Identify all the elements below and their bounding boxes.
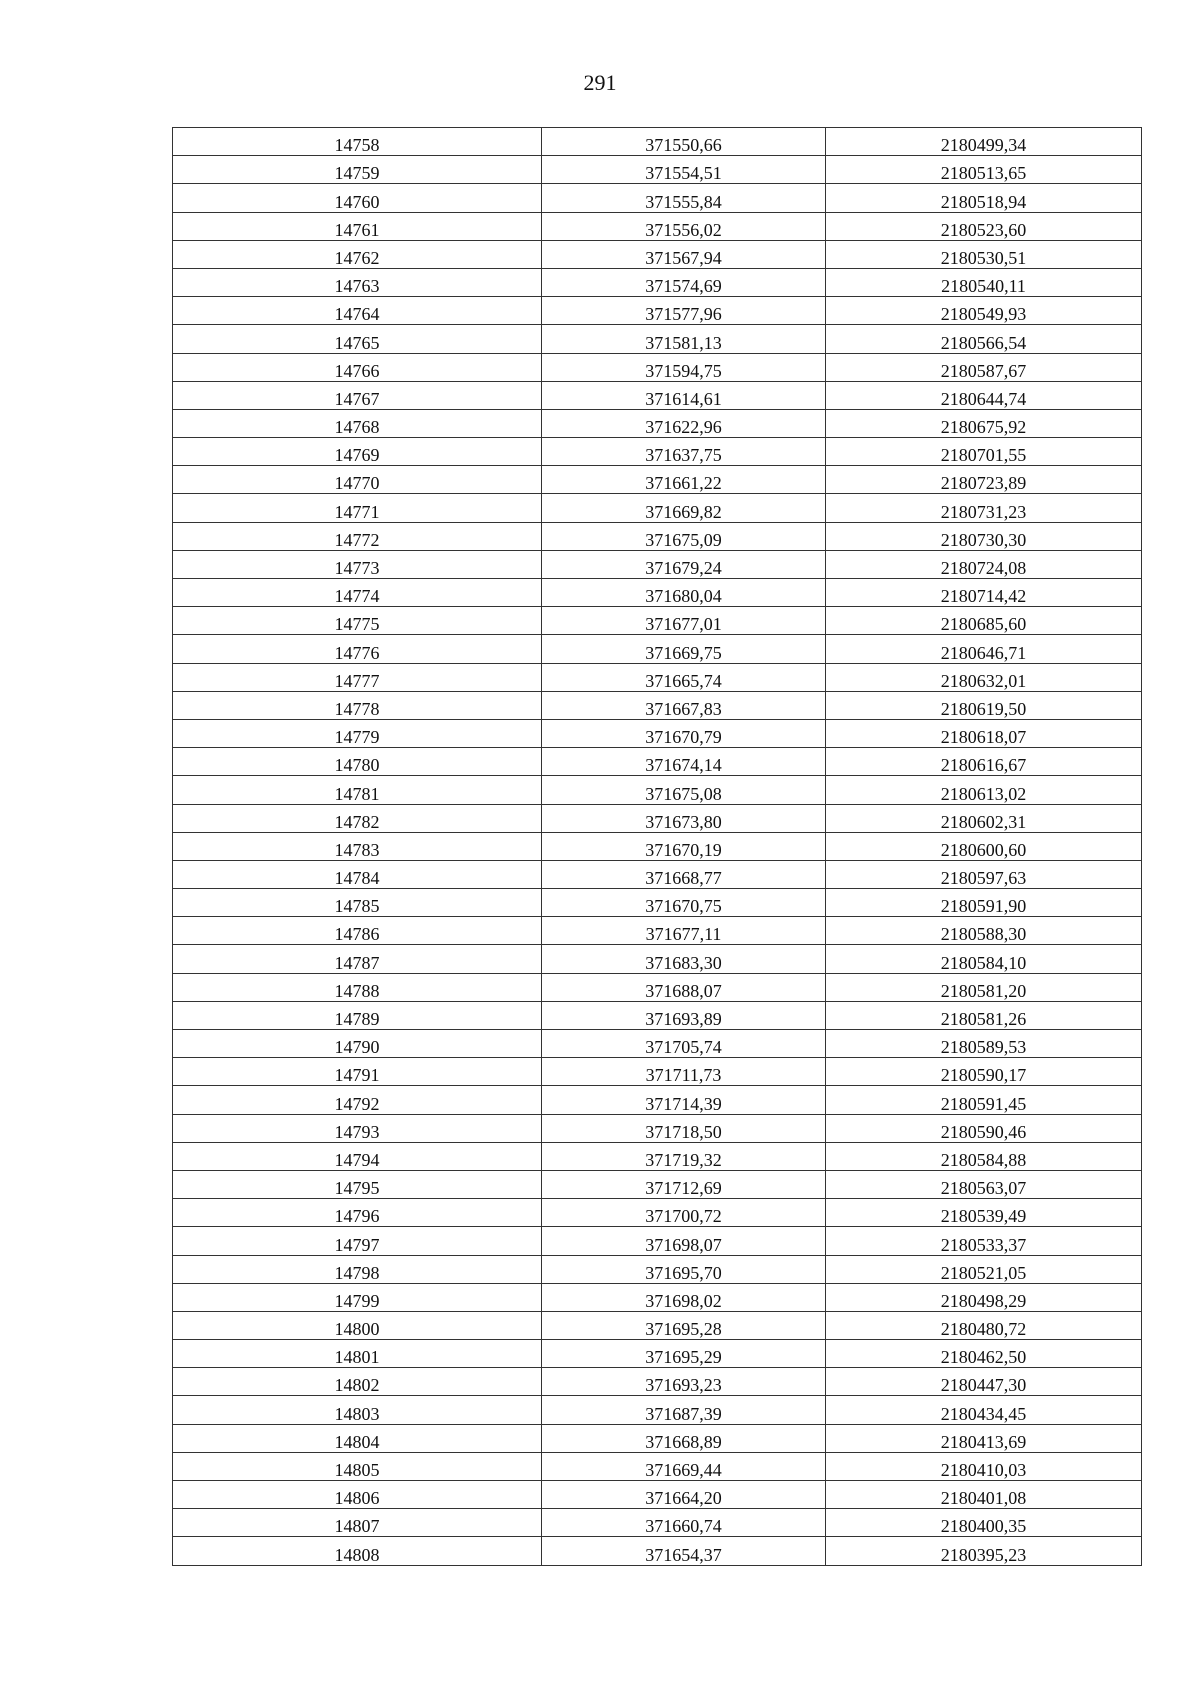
point-number-cell: 14799 bbox=[173, 1283, 542, 1311]
point-number-cell: 14780 bbox=[173, 748, 542, 776]
x-coordinate-cell: 371661,22 bbox=[542, 466, 826, 494]
table-row bbox=[173, 1283, 1142, 1311]
x-coordinate-cell: 371695,70 bbox=[542, 1255, 826, 1283]
point-number-cell: 14763 bbox=[173, 268, 542, 296]
point-number-cell: 14791 bbox=[173, 1058, 542, 1086]
table-row bbox=[173, 522, 1142, 550]
x-coordinate-cell: 371714,39 bbox=[542, 1086, 826, 1114]
y-coordinate-cell: 2180616,67 bbox=[826, 748, 1142, 776]
point-number-cell: 14771 bbox=[173, 494, 542, 522]
point-number-cell: 14775 bbox=[173, 607, 542, 635]
y-coordinate-cell: 2180619,50 bbox=[826, 691, 1142, 719]
point-number-cell: 14774 bbox=[173, 579, 542, 607]
x-coordinate-cell: 371665,74 bbox=[542, 663, 826, 691]
y-coordinate-cell: 2180480,72 bbox=[826, 1311, 1142, 1339]
table-row bbox=[173, 438, 1142, 466]
y-coordinate-cell: 2180530,51 bbox=[826, 240, 1142, 268]
table-row bbox=[173, 719, 1142, 747]
page-number: 291 bbox=[583, 70, 617, 95]
y-coordinate-cell: 2180434,45 bbox=[826, 1396, 1142, 1424]
y-coordinate-cell: 2180590,17 bbox=[826, 1058, 1142, 1086]
x-coordinate-cell: 371669,75 bbox=[542, 635, 826, 663]
table-row bbox=[173, 466, 1142, 494]
y-coordinate-cell: 2180591,45 bbox=[826, 1086, 1142, 1114]
point-number-cell: 14808 bbox=[173, 1537, 542, 1565]
y-coordinate-cell: 2180644,74 bbox=[826, 381, 1142, 409]
table-row bbox=[173, 297, 1142, 325]
y-coordinate-cell: 2180632,01 bbox=[826, 663, 1142, 691]
table-row bbox=[173, 1114, 1142, 1142]
point-number-cell: 14804 bbox=[173, 1424, 542, 1452]
x-coordinate-cell: 371660,74 bbox=[542, 1509, 826, 1537]
coordinates-table-body bbox=[173, 128, 1142, 1566]
x-coordinate-cell: 371677,11 bbox=[542, 917, 826, 945]
x-coordinate-cell: 371594,75 bbox=[542, 353, 826, 381]
point-number-cell: 14773 bbox=[173, 550, 542, 578]
table-row bbox=[173, 212, 1142, 240]
table-row bbox=[173, 1086, 1142, 1114]
x-coordinate-cell: 371622,96 bbox=[542, 409, 826, 437]
table-row bbox=[173, 804, 1142, 832]
table-row bbox=[173, 1509, 1142, 1537]
y-coordinate-cell: 2180730,30 bbox=[826, 522, 1142, 550]
point-number-cell: 14792 bbox=[173, 1086, 542, 1114]
y-coordinate-cell: 2180723,89 bbox=[826, 466, 1142, 494]
table-row bbox=[173, 184, 1142, 212]
point-number-cell: 14803 bbox=[173, 1396, 542, 1424]
table-row bbox=[173, 353, 1142, 381]
point-number-cell: 14794 bbox=[173, 1142, 542, 1170]
point-number-cell: 14778 bbox=[173, 691, 542, 719]
table-row bbox=[173, 1340, 1142, 1368]
y-coordinate-cell: 2180518,94 bbox=[826, 184, 1142, 212]
coordinates-table bbox=[172, 127, 1142, 1566]
x-coordinate-cell: 371581,13 bbox=[542, 325, 826, 353]
table-row bbox=[173, 1142, 1142, 1170]
x-coordinate-cell: 371711,73 bbox=[542, 1058, 826, 1086]
y-coordinate-cell: 2180413,69 bbox=[826, 1424, 1142, 1452]
table-row bbox=[173, 776, 1142, 804]
x-coordinate-cell: 371675,08 bbox=[542, 776, 826, 804]
point-number-cell: 14798 bbox=[173, 1255, 542, 1283]
x-coordinate-cell: 371705,74 bbox=[542, 1030, 826, 1058]
y-coordinate-cell: 2180701,55 bbox=[826, 438, 1142, 466]
x-coordinate-cell: 371693,89 bbox=[542, 1001, 826, 1029]
y-coordinate-cell: 2180731,23 bbox=[826, 494, 1142, 522]
x-coordinate-cell: 371668,77 bbox=[542, 860, 826, 888]
table-row bbox=[173, 1311, 1142, 1339]
table-row bbox=[173, 832, 1142, 860]
table-row bbox=[173, 691, 1142, 719]
point-number-cell: 14769 bbox=[173, 438, 542, 466]
y-coordinate-cell: 2180498,29 bbox=[826, 1283, 1142, 1311]
point-number-cell: 14801 bbox=[173, 1340, 542, 1368]
x-coordinate-cell: 371670,75 bbox=[542, 889, 826, 917]
table-row bbox=[173, 409, 1142, 437]
x-coordinate-cell: 371667,83 bbox=[542, 691, 826, 719]
y-coordinate-cell: 2180499,34 bbox=[826, 128, 1142, 156]
table-row bbox=[173, 1452, 1142, 1480]
x-coordinate-cell: 371668,89 bbox=[542, 1424, 826, 1452]
x-coordinate-cell: 371670,79 bbox=[542, 719, 826, 747]
point-number-cell: 14805 bbox=[173, 1452, 542, 1480]
point-number-cell: 14806 bbox=[173, 1481, 542, 1509]
y-coordinate-cell: 2180590,46 bbox=[826, 1114, 1142, 1142]
x-coordinate-cell: 371679,24 bbox=[542, 550, 826, 578]
point-number-cell: 14807 bbox=[173, 1509, 542, 1537]
x-coordinate-cell: 371669,44 bbox=[542, 1452, 826, 1480]
point-number-cell: 14787 bbox=[173, 945, 542, 973]
x-coordinate-cell: 371567,94 bbox=[542, 240, 826, 268]
y-coordinate-cell: 2180613,02 bbox=[826, 776, 1142, 804]
point-number-cell: 14788 bbox=[173, 973, 542, 1001]
x-coordinate-cell: 371614,61 bbox=[542, 381, 826, 409]
table-row bbox=[173, 1255, 1142, 1283]
y-coordinate-cell: 2180410,03 bbox=[826, 1452, 1142, 1480]
x-coordinate-cell: 371693,23 bbox=[542, 1368, 826, 1396]
point-number-cell: 14795 bbox=[173, 1170, 542, 1198]
y-coordinate-cell: 2180521,05 bbox=[826, 1255, 1142, 1283]
y-coordinate-cell: 2180588,30 bbox=[826, 917, 1142, 945]
x-coordinate-cell: 371555,84 bbox=[542, 184, 826, 212]
table-row bbox=[173, 1001, 1142, 1029]
point-number-cell: 14758 bbox=[173, 128, 542, 156]
y-coordinate-cell: 2180540,11 bbox=[826, 268, 1142, 296]
table-row bbox=[173, 1199, 1142, 1227]
y-coordinate-cell: 2180685,60 bbox=[826, 607, 1142, 635]
table-row bbox=[173, 550, 1142, 578]
x-coordinate-cell: 371680,04 bbox=[542, 579, 826, 607]
point-number-cell: 14766 bbox=[173, 353, 542, 381]
table-row bbox=[173, 381, 1142, 409]
x-coordinate-cell: 371698,07 bbox=[542, 1227, 826, 1255]
y-coordinate-cell: 2180566,54 bbox=[826, 325, 1142, 353]
y-coordinate-cell: 2180523,60 bbox=[826, 212, 1142, 240]
x-coordinate-cell: 371719,32 bbox=[542, 1142, 826, 1170]
x-coordinate-cell: 371674,14 bbox=[542, 748, 826, 776]
x-coordinate-cell: 371683,30 bbox=[542, 945, 826, 973]
y-coordinate-cell: 2180589,53 bbox=[826, 1030, 1142, 1058]
x-coordinate-cell: 371554,51 bbox=[542, 156, 826, 184]
table-row bbox=[173, 1481, 1142, 1509]
point-number-cell: 14759 bbox=[173, 156, 542, 184]
y-coordinate-cell: 2180447,30 bbox=[826, 1368, 1142, 1396]
y-coordinate-cell: 2180597,63 bbox=[826, 860, 1142, 888]
x-coordinate-cell: 371550,66 bbox=[542, 128, 826, 156]
point-number-cell: 14800 bbox=[173, 1311, 542, 1339]
table-row bbox=[173, 268, 1142, 296]
x-coordinate-cell: 371687,39 bbox=[542, 1396, 826, 1424]
point-number-cell: 14793 bbox=[173, 1114, 542, 1142]
point-number-cell: 14783 bbox=[173, 832, 542, 860]
point-number-cell: 14779 bbox=[173, 719, 542, 747]
y-coordinate-cell: 2180618,07 bbox=[826, 719, 1142, 747]
table-row bbox=[173, 889, 1142, 917]
table-row bbox=[173, 1368, 1142, 1396]
y-coordinate-cell: 2180675,92 bbox=[826, 409, 1142, 437]
point-number-cell: 14785 bbox=[173, 889, 542, 917]
x-coordinate-cell: 371637,75 bbox=[542, 438, 826, 466]
point-number-cell: 14786 bbox=[173, 917, 542, 945]
table-row bbox=[173, 494, 1142, 522]
point-number-cell: 14761 bbox=[173, 212, 542, 240]
point-number-cell: 14777 bbox=[173, 663, 542, 691]
x-coordinate-cell: 371654,37 bbox=[542, 1537, 826, 1565]
table-row bbox=[173, 156, 1142, 184]
x-coordinate-cell: 371688,07 bbox=[542, 973, 826, 1001]
x-coordinate-cell: 371669,82 bbox=[542, 494, 826, 522]
point-number-cell: 14764 bbox=[173, 297, 542, 325]
x-coordinate-cell: 371677,01 bbox=[542, 607, 826, 635]
y-coordinate-cell: 2180513,65 bbox=[826, 156, 1142, 184]
table-row bbox=[173, 635, 1142, 663]
point-number-cell: 14781 bbox=[173, 776, 542, 804]
x-coordinate-cell: 371718,50 bbox=[542, 1114, 826, 1142]
point-number-cell: 14762 bbox=[173, 240, 542, 268]
y-coordinate-cell: 2180591,90 bbox=[826, 889, 1142, 917]
x-coordinate-cell: 371695,29 bbox=[542, 1340, 826, 1368]
y-coordinate-cell: 2180549,93 bbox=[826, 297, 1142, 325]
x-coordinate-cell: 371712,69 bbox=[542, 1170, 826, 1198]
table-row bbox=[173, 748, 1142, 776]
table-row bbox=[173, 1170, 1142, 1198]
y-coordinate-cell: 2180602,31 bbox=[826, 804, 1142, 832]
x-coordinate-cell: 371670,19 bbox=[542, 832, 826, 860]
x-coordinate-cell: 371673,80 bbox=[542, 804, 826, 832]
y-coordinate-cell: 2180581,20 bbox=[826, 973, 1142, 1001]
y-coordinate-cell: 2180714,42 bbox=[826, 579, 1142, 607]
table-row bbox=[173, 1058, 1142, 1086]
y-coordinate-cell: 2180646,71 bbox=[826, 635, 1142, 663]
table-row bbox=[173, 1396, 1142, 1424]
table-row bbox=[173, 128, 1142, 156]
x-coordinate-cell: 371574,69 bbox=[542, 268, 826, 296]
table-row bbox=[173, 325, 1142, 353]
table-row bbox=[173, 240, 1142, 268]
point-number-cell: 14760 bbox=[173, 184, 542, 212]
point-number-cell: 14776 bbox=[173, 635, 542, 663]
y-coordinate-cell: 2180724,08 bbox=[826, 550, 1142, 578]
y-coordinate-cell: 2180462,50 bbox=[826, 1340, 1142, 1368]
y-coordinate-cell: 2180563,07 bbox=[826, 1170, 1142, 1198]
y-coordinate-cell: 2180581,26 bbox=[826, 1001, 1142, 1029]
point-number-cell: 14782 bbox=[173, 804, 542, 832]
table-row bbox=[173, 1424, 1142, 1452]
x-coordinate-cell: 371664,20 bbox=[542, 1481, 826, 1509]
table-row bbox=[173, 579, 1142, 607]
x-coordinate-cell: 371556,02 bbox=[542, 212, 826, 240]
point-number-cell: 14767 bbox=[173, 381, 542, 409]
y-coordinate-cell: 2180584,10 bbox=[826, 945, 1142, 973]
y-coordinate-cell: 2180587,67 bbox=[826, 353, 1142, 381]
y-coordinate-cell: 2180395,23 bbox=[826, 1537, 1142, 1565]
table-row bbox=[173, 917, 1142, 945]
y-coordinate-cell: 2180584,88 bbox=[826, 1142, 1142, 1170]
y-coordinate-cell: 2180600,60 bbox=[826, 832, 1142, 860]
x-coordinate-cell: 371698,02 bbox=[542, 1283, 826, 1311]
table-row bbox=[173, 1030, 1142, 1058]
table-row bbox=[173, 945, 1142, 973]
x-coordinate-cell: 371700,72 bbox=[542, 1199, 826, 1227]
y-coordinate-cell: 2180539,49 bbox=[826, 1199, 1142, 1227]
y-coordinate-cell: 2180533,37 bbox=[826, 1227, 1142, 1255]
point-number-cell: 14789 bbox=[173, 1001, 542, 1029]
point-number-cell: 14797 bbox=[173, 1227, 542, 1255]
table-row bbox=[173, 1227, 1142, 1255]
point-number-cell: 14765 bbox=[173, 325, 542, 353]
x-coordinate-cell: 371695,28 bbox=[542, 1311, 826, 1339]
point-number-cell: 14796 bbox=[173, 1199, 542, 1227]
point-number-cell: 14772 bbox=[173, 522, 542, 550]
table-row bbox=[173, 860, 1142, 888]
point-number-cell: 14802 bbox=[173, 1368, 542, 1396]
point-number-cell: 14790 bbox=[173, 1030, 542, 1058]
y-coordinate-cell: 2180401,08 bbox=[826, 1481, 1142, 1509]
x-coordinate-cell: 371675,09 bbox=[542, 522, 826, 550]
table-row bbox=[173, 663, 1142, 691]
point-number-cell: 14768 bbox=[173, 409, 542, 437]
y-coordinate-cell: 2180400,35 bbox=[826, 1509, 1142, 1537]
point-number-cell: 14770 bbox=[173, 466, 542, 494]
table-row bbox=[173, 1537, 1142, 1565]
table-row bbox=[173, 607, 1142, 635]
x-coordinate-cell: 371577,96 bbox=[542, 297, 826, 325]
table-row bbox=[173, 973, 1142, 1001]
point-number-cell: 14784 bbox=[173, 860, 542, 888]
